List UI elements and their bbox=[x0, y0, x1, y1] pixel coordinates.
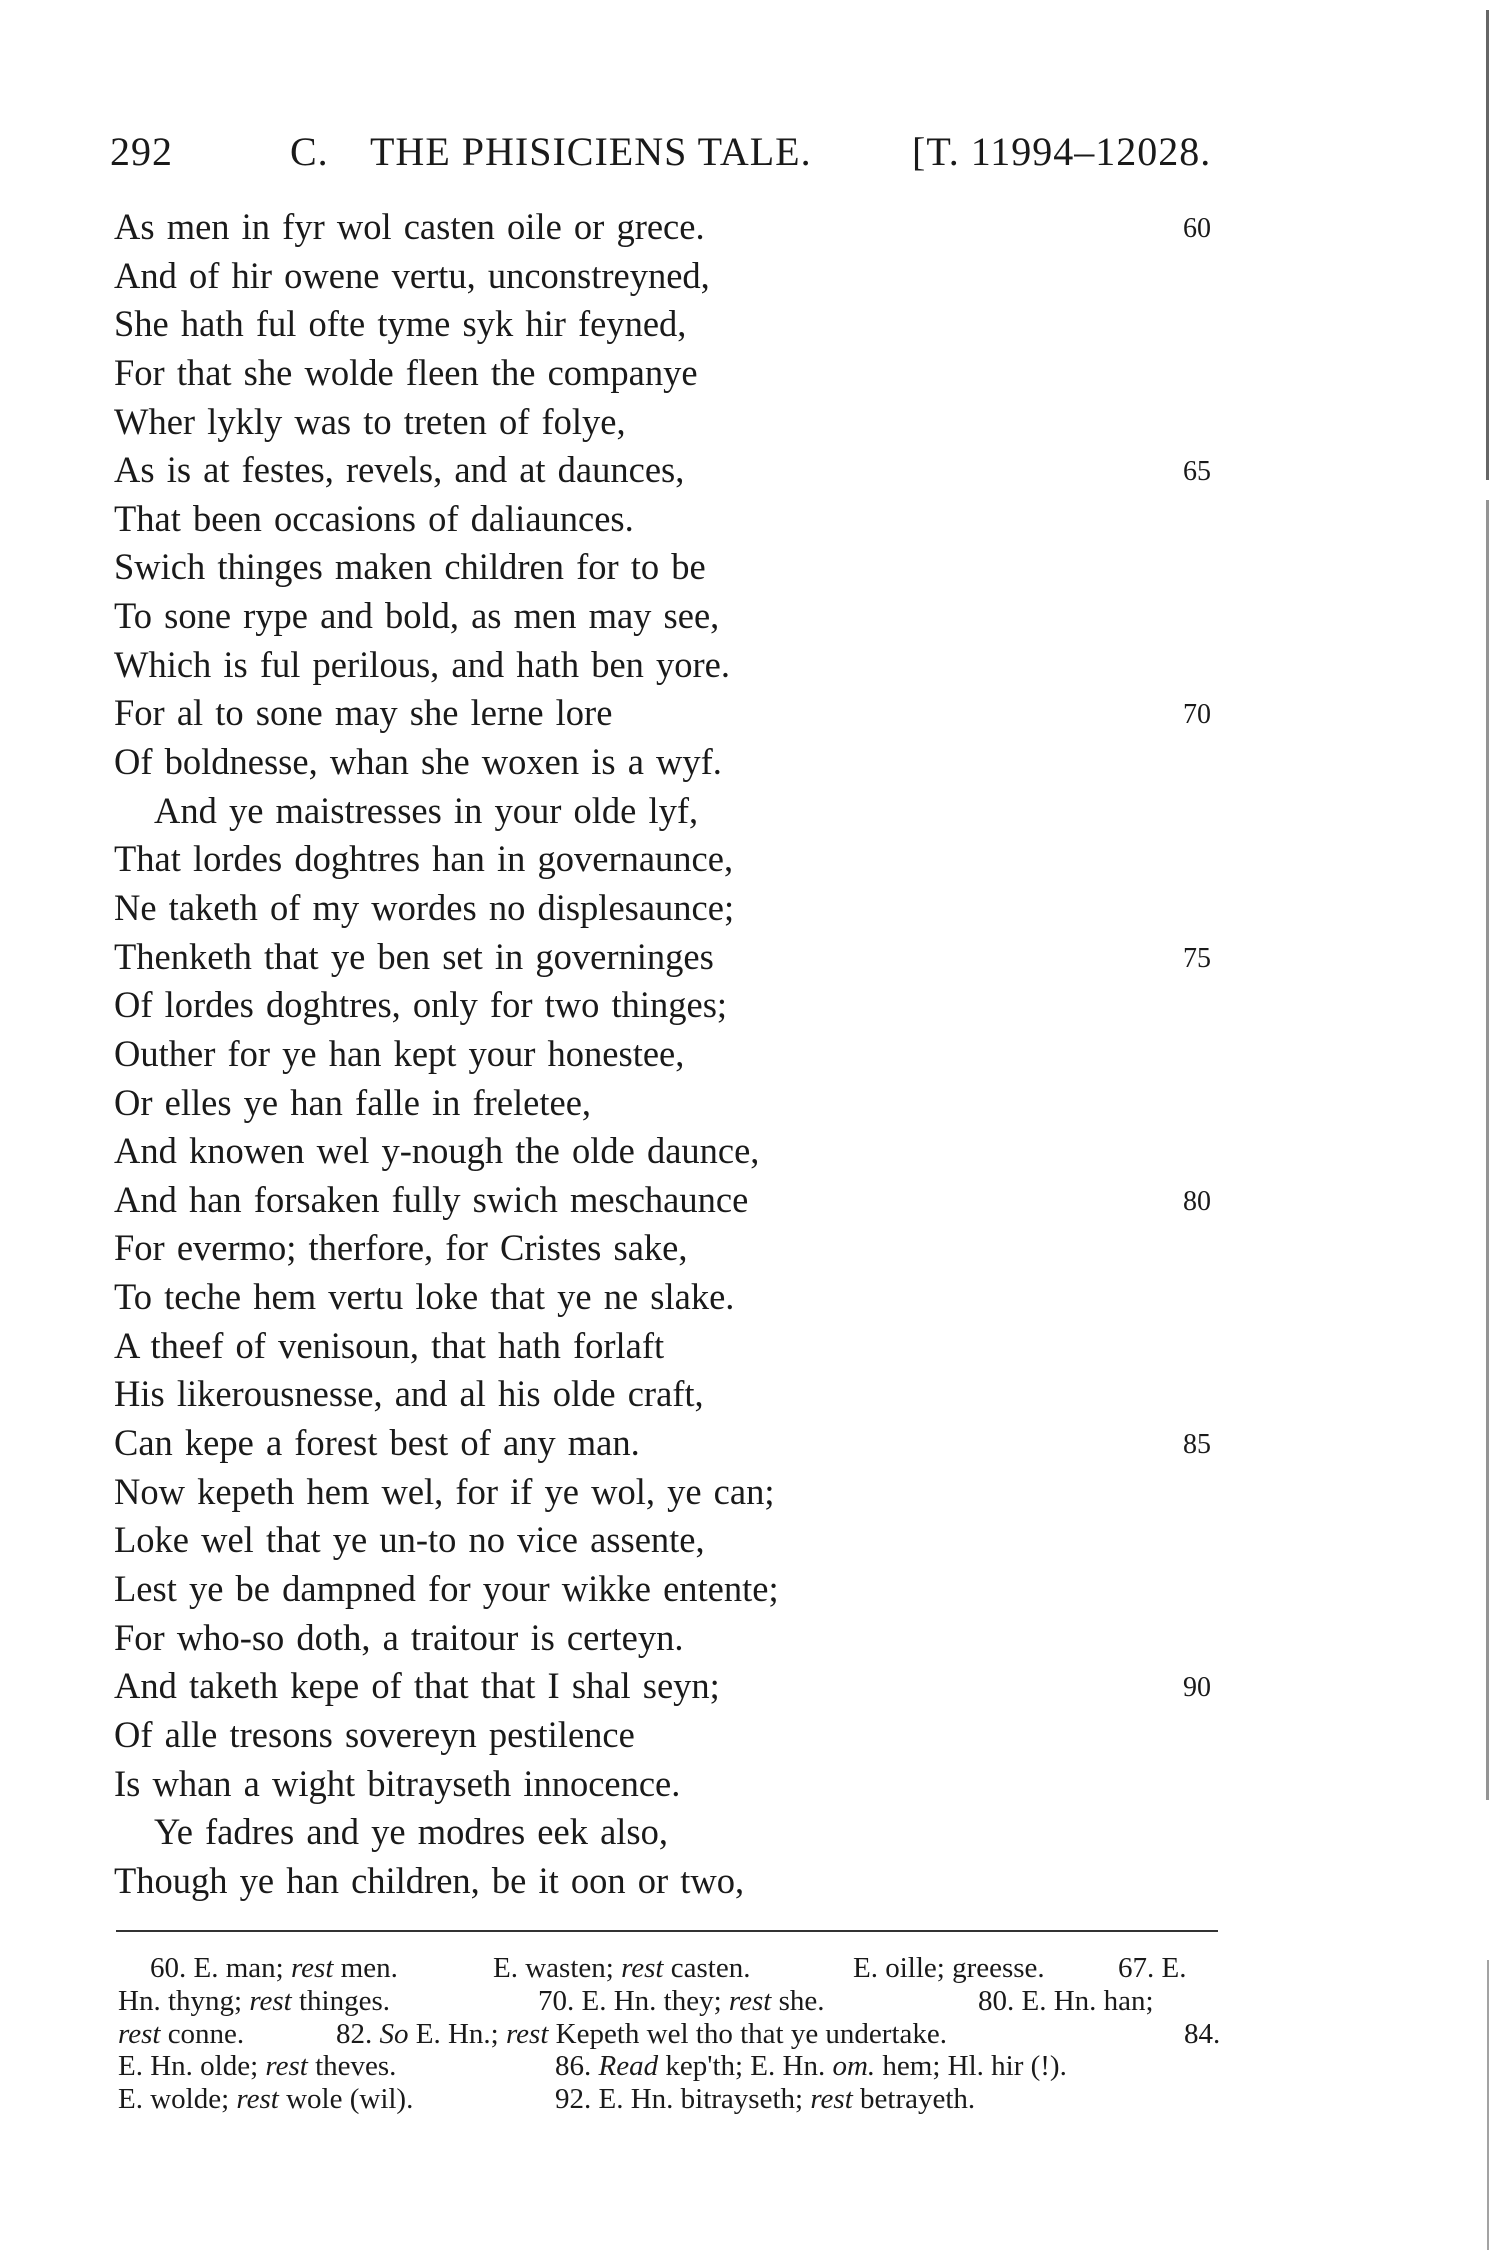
verse-text: A theef of venisoun, that hath forlaft bbox=[114, 1324, 665, 1366]
verse-text: Of boldnesse, whan she woxen is a wyf. bbox=[114, 741, 722, 783]
verse-text: Swich thinges maken children for to be bbox=[114, 546, 706, 588]
footnote-italic: So bbox=[379, 2017, 409, 2050]
verse-text: Outher for ye han kept your honestee, bbox=[114, 1032, 685, 1074]
footnote-divider bbox=[116, 1930, 1218, 1932]
line-number: 80 bbox=[1183, 1185, 1211, 1217]
footnote-italic: rest bbox=[505, 2017, 549, 2050]
footnote-italic: rest bbox=[118, 2017, 161, 2050]
verse-line bbox=[114, 1662, 1224, 1711]
footnote-segment bbox=[118, 2018, 244, 2051]
footnote-segment bbox=[118, 2050, 396, 2083]
verse-line bbox=[114, 689, 1224, 738]
verse-text: To sone rype and bold, as men may see, bbox=[114, 595, 720, 637]
footnote-text: wole (wil). bbox=[286, 2083, 414, 2116]
verse-line bbox=[114, 1516, 1224, 1565]
verse-text: And of hir owene vertu, unconstreyned, bbox=[114, 254, 710, 296]
footnote-text: conne. bbox=[167, 2017, 245, 2050]
footnote-italic: rest bbox=[265, 2050, 308, 2083]
footnote-segment bbox=[150, 1952, 398, 1985]
verse-line bbox=[114, 349, 1224, 398]
verse-text: And han forsaken fully swich meschaunce bbox=[114, 1178, 749, 1220]
footnote-segment: 67. E. bbox=[1118, 1952, 1187, 1984]
footnote-line bbox=[118, 2050, 1230, 2083]
footnote-segment: 80. E. Hn. han; bbox=[978, 1984, 1154, 2017]
verse-line bbox=[114, 981, 1224, 1030]
verse-text: For evermo; therfore, for Cristes sake, bbox=[114, 1227, 688, 1269]
footnote-segment bbox=[493, 1952, 750, 1985]
verse-text: For al to sone may she lerne lore bbox=[114, 692, 613, 734]
verse-line bbox=[114, 446, 1224, 495]
verse-text: Can kepe a forest best of any man. bbox=[114, 1422, 640, 1464]
footnote-italic: rest bbox=[621, 1952, 664, 1984]
line-number: 60 bbox=[1183, 213, 1211, 244]
footnote-line bbox=[118, 2018, 1230, 2051]
footnote-italic: Read bbox=[598, 2050, 659, 2083]
footnote-segment bbox=[555, 2083, 975, 2116]
verse-text: And ye maistresses in your olde lyf, bbox=[154, 789, 699, 831]
verse-text: And taketh kepe of that that I shal seyn; bbox=[114, 1665, 720, 1707]
line-number: 70 bbox=[1183, 699, 1211, 731]
footnote-line bbox=[118, 1985, 1230, 2018]
verse-line bbox=[114, 398, 1224, 447]
verse-text: Thenketh that ye ben set in governinges bbox=[114, 935, 714, 977]
footnote-text: men. bbox=[340, 1952, 398, 1984]
footnote-text: she. bbox=[778, 1984, 825, 2017]
page-number: 292 bbox=[110, 129, 173, 174]
scan-edge-mark bbox=[1486, 500, 1489, 1800]
footnote-segment bbox=[555, 2050, 1067, 2083]
scan-edge-mark bbox=[1487, 1960, 1489, 2250]
verse-text: To teche hem vertu loke that ye ne slake. bbox=[114, 1276, 735, 1318]
verse-text: As men in fyr wol casten oile or grece. bbox=[114, 206, 705, 247]
verse-text: Of alle tresons sovereyn pestilence bbox=[114, 1713, 635, 1755]
verse-line bbox=[114, 738, 1224, 787]
footnote-text: 60. E. man; bbox=[150, 1952, 284, 1984]
verse-line bbox=[114, 543, 1224, 592]
verse-line bbox=[114, 1419, 1224, 1468]
footnote-text: Hn. thyng; bbox=[118, 1984, 243, 2017]
verse-text: As is at festes, revels, and at daunces, bbox=[114, 449, 685, 491]
verse-line bbox=[114, 252, 1224, 301]
footnote-text: E. wasten; bbox=[493, 1952, 614, 1984]
footnote-text: casten. bbox=[670, 1952, 751, 1984]
verse-line bbox=[114, 203, 1224, 252]
verse-line bbox=[114, 495, 1224, 544]
verse-text: She hath ful ofte tyme syk hir feyned, bbox=[114, 303, 687, 345]
verse-text: Of lordes doghtres, only for two thinges; bbox=[114, 984, 728, 1026]
footnote-text: thinges. bbox=[299, 1984, 391, 2017]
verse-line bbox=[114, 592, 1224, 641]
page-title: THE PHISICIENS TALE. bbox=[370, 129, 812, 174]
footnote-segment bbox=[118, 1985, 390, 2018]
footnote-text: E. wolde; bbox=[118, 2083, 230, 2116]
verse-line bbox=[114, 300, 1224, 349]
footnote-text: 82. bbox=[336, 2017, 373, 2050]
line-number: 90 bbox=[1183, 1672, 1211, 1704]
footnote-italic: rest bbox=[236, 2083, 279, 2116]
verse-line bbox=[114, 1030, 1224, 1079]
footnote-text: E. Hn. olde; bbox=[118, 2050, 259, 2083]
verse-text: Loke wel that ye un-to no vice assente, bbox=[114, 1519, 705, 1561]
verse-line bbox=[114, 1565, 1224, 1614]
line-number: 65 bbox=[1183, 456, 1211, 488]
verse-line bbox=[114, 1273, 1224, 1322]
verse-text: For that she wolde fleen the companye bbox=[114, 351, 698, 393]
footnote-segment bbox=[336, 2018, 947, 2051]
verse-block bbox=[114, 203, 1224, 1905]
footnote-text: betrayeth. bbox=[860, 2083, 976, 2116]
footnote-line bbox=[150, 1952, 1230, 1985]
footnote-line bbox=[118, 2083, 1230, 2116]
verse-line bbox=[114, 1224, 1224, 1273]
verse-text: Ye fadres and ye modres eek also, bbox=[154, 1811, 668, 1853]
verse-line bbox=[114, 1079, 1224, 1128]
verse-text: Or elles ye han falle in freletee, bbox=[114, 1081, 592, 1123]
line-number: 85 bbox=[1183, 1429, 1211, 1461]
verse-text: And knowen wel y-nough the olde daunce, bbox=[114, 1130, 760, 1172]
verse-text: His likerousnesse, and al his olde craft, bbox=[114, 1373, 704, 1415]
footnotes bbox=[118, 1952, 1230, 2116]
footnote-segment bbox=[118, 2083, 413, 2116]
verse-line bbox=[114, 1857, 1224, 1906]
footnote-text: hem; Hl. hir (!). bbox=[882, 2050, 1067, 2083]
footnote-segment bbox=[538, 1985, 825, 2018]
verse-text: Wher lykly was to treten of folye, bbox=[114, 400, 626, 442]
line-reference: [T. 11994–12028. bbox=[912, 129, 1212, 174]
footnote-italic: rest bbox=[810, 2083, 853, 2116]
footnote-text: 70. E. Hn. they; bbox=[538, 1984, 722, 2017]
verse-line bbox=[114, 1711, 1224, 1760]
verse-text: Now kepeth hem wel, for if ye wol, ye can; bbox=[114, 1470, 775, 1512]
verse-line bbox=[114, 787, 1224, 836]
footnote-text: 86. bbox=[555, 2050, 592, 2083]
footnote-text: E. Hn.; bbox=[415, 2017, 499, 2050]
verse-line bbox=[114, 641, 1224, 690]
group-label: C. bbox=[290, 129, 329, 174]
footnote-italic: rest bbox=[249, 1984, 292, 2017]
footnote-segment: E. oille; greesse. bbox=[853, 1952, 1045, 1984]
verse-text: For who-so doth, a traitour is certeyn. bbox=[114, 1616, 684, 1658]
verse-text: That been occasions of daliaunces. bbox=[114, 497, 634, 539]
verse-text: That lordes doghtres han in governaunce, bbox=[114, 838, 734, 880]
verse-line bbox=[114, 1468, 1224, 1517]
verse-line bbox=[114, 1808, 1224, 1857]
verse-text: Ne taketh of my wordes no displesaunce; bbox=[114, 886, 735, 928]
footnote-text: kep'th; E. Hn. bbox=[665, 2050, 826, 2083]
verse-line bbox=[114, 884, 1224, 933]
verse-line bbox=[114, 1176, 1224, 1225]
verse-line bbox=[114, 1614, 1224, 1663]
verse-text: Though ye han children, be it oon or two, bbox=[114, 1859, 745, 1901]
verse-text: Is whan a wight bitrayseth innocence. bbox=[114, 1762, 681, 1804]
line-number: 75 bbox=[1183, 942, 1211, 974]
verse-line bbox=[114, 1322, 1224, 1371]
running-head bbox=[110, 118, 1220, 178]
verse-line bbox=[114, 1760, 1224, 1809]
footnote-text: theves. bbox=[315, 2050, 397, 2083]
footnote-italic: rest bbox=[290, 1952, 334, 1984]
footnote-italic: rest bbox=[728, 1984, 772, 2017]
footnote-segment: 84. bbox=[1184, 2017, 1221, 2050]
verse-line bbox=[114, 835, 1224, 884]
verse-line bbox=[114, 1370, 1224, 1419]
footnote-text: Kepeth wel tho that ye undertake. bbox=[555, 2017, 948, 2050]
verse-text: Which is ful perilous, and hath ben yore. bbox=[114, 643, 730, 685]
verse-line bbox=[114, 933, 1224, 982]
footnote-italic: om. bbox=[832, 2050, 876, 2083]
verse-text: Lest ye be dampned for your wikke entente; bbox=[114, 1567, 779, 1609]
verse-line bbox=[114, 1127, 1224, 1176]
scan-edge-mark bbox=[1486, 10, 1489, 480]
footnote-text: 92. E. Hn. bitrayseth; bbox=[555, 2083, 804, 2116]
